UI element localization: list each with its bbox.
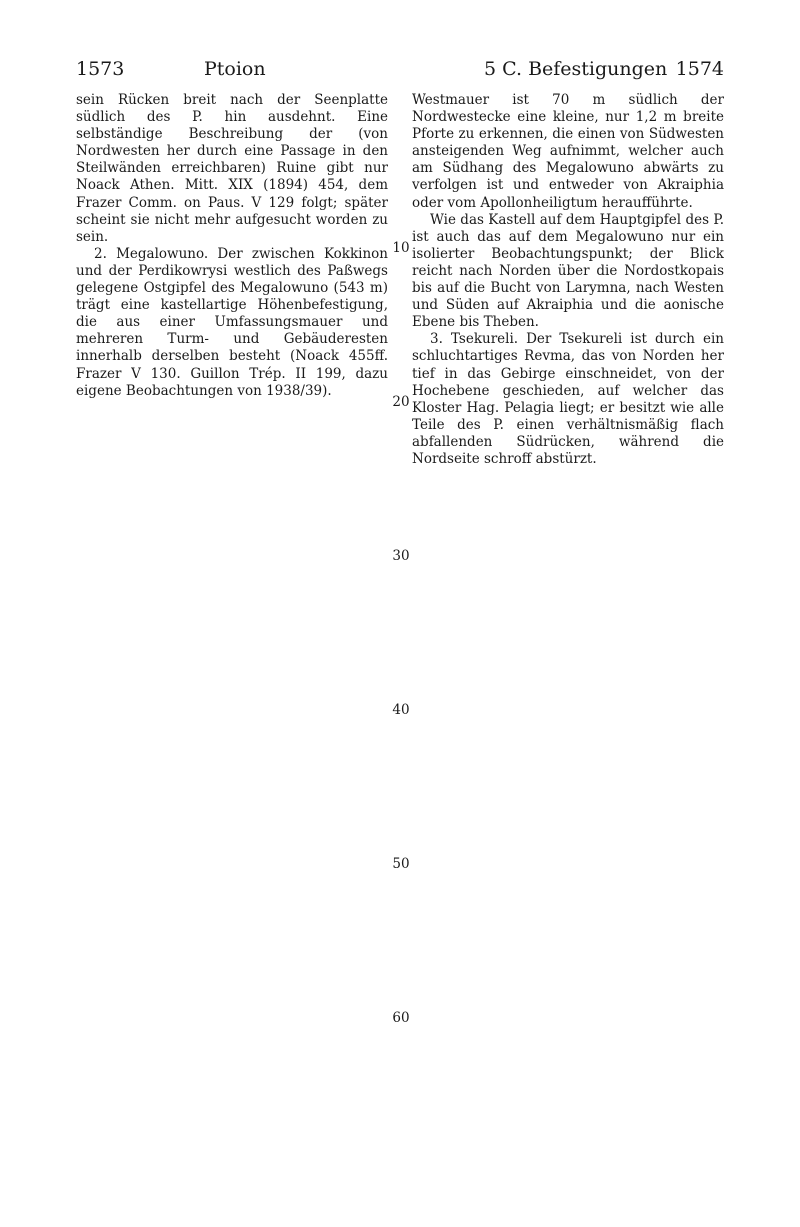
- line-number-60: 60: [392, 1010, 410, 1026]
- running-title-right: 5 C. Befestigungen: [484, 58, 668, 80]
- column-number-right: 1574: [675, 58, 724, 80]
- section-3-tsekureli: 3. Tsekureli. Der Tsekureli ist durch ein schluchtartiges Revma, das von Norden her tief in das Gebirge einschneidet, von der Hochebene geschieden, auf welcher das Kloster Hag. Pelagia liegt; er besitzt wie alle Teile des P. einen verhältnismäßig flach abfallenden Südrücken, während die Nordseite schroff abstürzt.: [412, 331, 724, 467]
- line-number-50: 50: [392, 856, 410, 872]
- section-2-megalowuno: 2. Megalowuno. Der zwischen Kokkinon und der Perdikowrysi westlich des Paßwegs gelegene Ostgipfel des Megalowuno (543 m) trägt eine kastellartige Höhenbefestigung, die aus einer Umfassungsmauer und mehreren Turm- und Gebäuderesten innerhalb derselben besteht (Noack 455ff. Frazer V 130. Guillon Trép. II 199, dazu eigene Beobachtungen von 1938/39).: [76, 245, 388, 399]
- page-header: [76, 56, 724, 82]
- right-column: [412, 92, 724, 1162]
- line-number-30: 30: [392, 548, 410, 564]
- line-number-gutter: [390, 92, 412, 1162]
- column-number-left: 1573: [76, 58, 125, 80]
- left-column: [76, 92, 388, 1162]
- line-number-40: 40: [392, 702, 410, 718]
- paragraph-kastell-beobachtungspunkt: Wie das Kastell auf dem Hauptgipfel des P. ist auch das auf dem Megalowuno nur ein isolierter Beobachtungspunkt; der Blick reicht nach Norden über die Nordostkopais bis auf die Bucht von Larymna, nach Westen und Süden auf Akraiphia und die aonische Ebene bis Theben.: [412, 211, 724, 331]
- line-number-20: 20: [392, 394, 410, 410]
- running-title-left: Ptoion: [204, 58, 266, 80]
- right-column-continuation: Westmauer ist 70 m südlich der Nordwestecke eine kleine, nur 1,2 m breite Pforte zu erkennen, die einen von Südwesten ansteigenden Weg aufnimmt, welcher auch am Südhang des Megalowuno abwärts zu verfolgen ist und entweder von Akraiphia oder vom Apollonheiligtum heraufführte.: [412, 92, 724, 211]
- line-number-10: 10: [392, 240, 410, 256]
- left-column-continuation: sein Rücken breit nach der Seenplatte südlich des P. hin ausdehnt. Eine selbständige Beschreibung der (von Nordwesten her durch eine Passage in den Steilwänden erreichbaren) Ruine gibt nur Noack Athen. Mitt. XIX (1894) 454, dem Frazer Comm. on Paus. V 129 folgt; später scheint sie nicht mehr aufgesucht worden zu sein.: [76, 92, 388, 245]
